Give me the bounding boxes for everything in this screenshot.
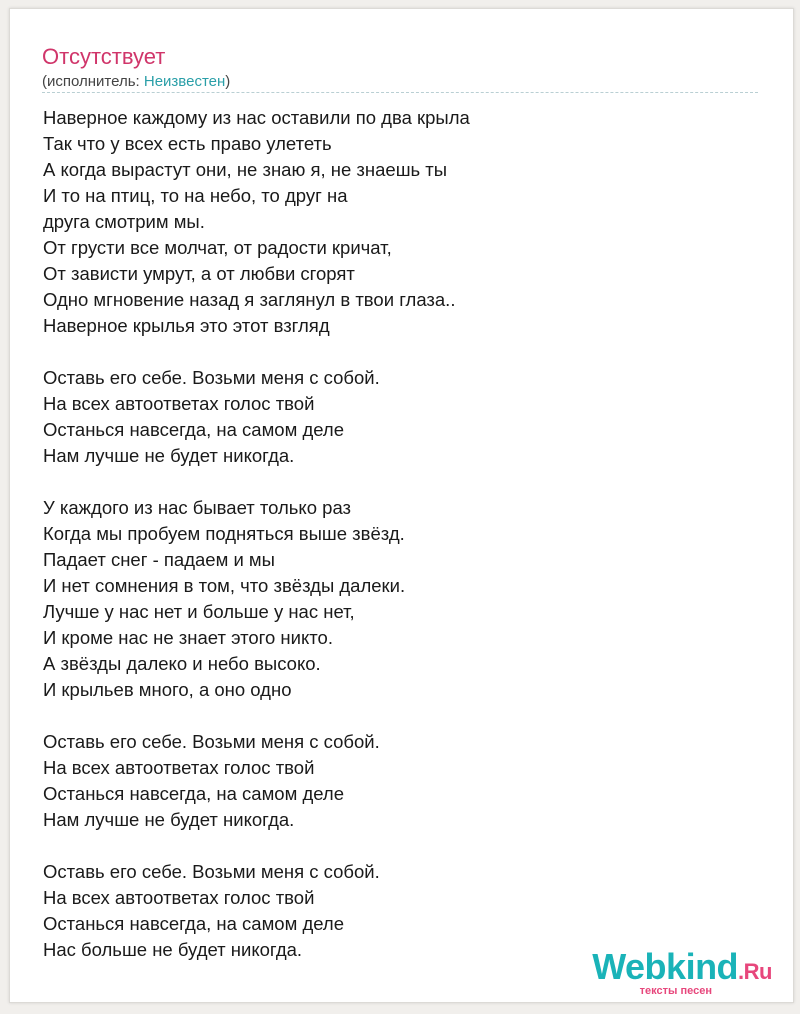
lyric-line: Оставь его себе. Возьми меня с собой. bbox=[43, 861, 380, 882]
lyric-line: У каждого из нас бывает только раз bbox=[43, 497, 352, 518]
lyric-line: И нет сомнения в том, что звёзды далеки. bbox=[43, 575, 406, 596]
lyric-line: Наверное крылья это этот взгляд bbox=[43, 315, 330, 336]
lyric-line: На всех автоответах голос твой bbox=[43, 757, 315, 778]
lyric-line: Нас больше не будет никогда. bbox=[43, 939, 303, 960]
lyric-line: И крыльев много, а оно одно bbox=[43, 679, 292, 700]
lyric-line: Оставь его себе. Возьми меня с собой. bbox=[43, 367, 380, 388]
artist-line bbox=[42, 73, 230, 91]
lyric-line: И то на птиц, то на небо, то друг на bbox=[43, 185, 348, 206]
lyric-line: А когда вырастут они, не знаю я, не знаешь ты bbox=[43, 159, 448, 180]
lyric-line: От зависти умрут, а от любви сгорят bbox=[43, 263, 355, 284]
lyric-line: Останься навсегда, на самом деле bbox=[43, 913, 345, 934]
lyrics-text bbox=[43, 105, 470, 963]
lyric-line: Нам лучше не будет никогда. bbox=[43, 809, 295, 830]
lyric-line: А звёзды далеко и небо высоко. bbox=[43, 653, 321, 674]
lyric-line: Одно мгновение назад я заглянул в твои глаза.. bbox=[43, 289, 456, 310]
stanza-gap bbox=[43, 703, 470, 729]
logo-name: Webkind bbox=[592, 946, 739, 987]
lyric-line: Останься навсегда, на самом деле bbox=[43, 783, 345, 804]
site-logo[interactable] bbox=[592, 948, 772, 997]
lyric-line: Останься навсегда, на самом деле bbox=[43, 419, 345, 440]
artist-prefix: (исполнитель: bbox=[42, 73, 144, 90]
artist-link[interactable]: Неизвестен bbox=[143, 73, 226, 90]
stanza-gap bbox=[43, 339, 470, 365]
lyric-line: На всех автоответах голос твой bbox=[43, 393, 315, 414]
logo-tagline: тексты песен bbox=[639, 985, 712, 997]
stanza-gap bbox=[43, 833, 470, 859]
lyric-line: Когда мы пробуем подняться выше звёзд. bbox=[43, 523, 405, 544]
lyric-line: Так что у всех есть право улететь bbox=[43, 133, 332, 154]
lyric-line: друга смотрим мы. bbox=[43, 211, 205, 232]
lyric-line: От грусти все молчат, от радости кричат, bbox=[43, 237, 392, 258]
lyric-line: Оставь его себе. Возьми меня с собой. bbox=[43, 731, 380, 752]
title-divider bbox=[42, 92, 758, 93]
song-title: Отсутствует bbox=[42, 44, 166, 69]
lyric-line: Падает снег - падаем и мы bbox=[43, 549, 275, 570]
lyric-line: Лучше у нас нет и больше у нас нет, bbox=[43, 601, 355, 622]
lyric-line: И кроме нас не знает этого никто. bbox=[43, 627, 333, 648]
lyric-line: Наверное каждому из нас оставили по два крыла bbox=[43, 107, 470, 128]
stanza-gap bbox=[43, 469, 470, 495]
lyric-line: На всех автоответах голос твой bbox=[43, 887, 315, 908]
artist-suffix: ) bbox=[225, 73, 231, 90]
lyric-line: Нам лучше не будет никогда. bbox=[43, 445, 295, 466]
logo-tld: .Ru bbox=[738, 959, 772, 984]
